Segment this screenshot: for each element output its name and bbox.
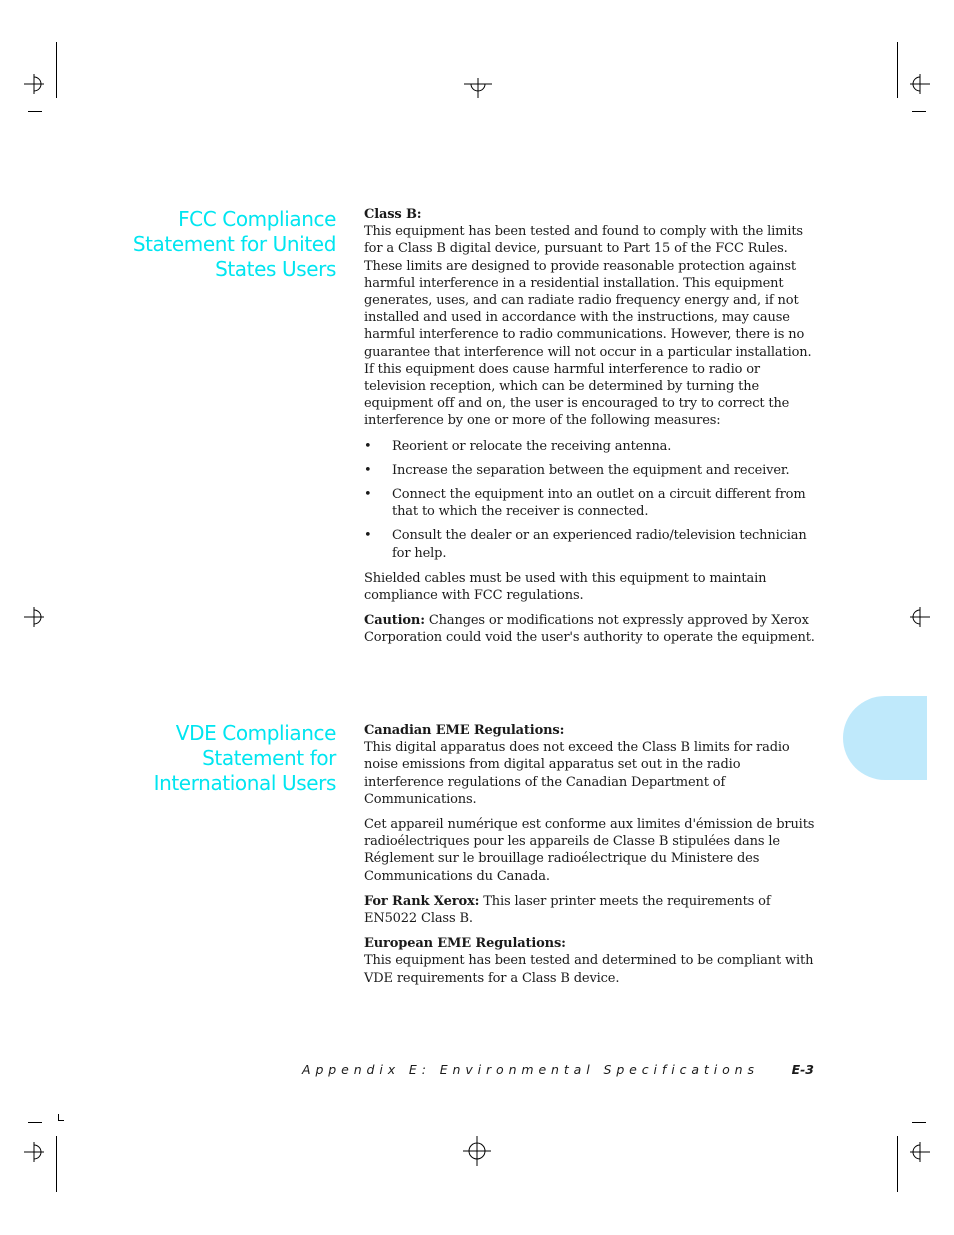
crop-mark [912, 1122, 926, 1123]
list-item: • Consult the dealer or an experienced radio/television technician for help. [364, 528, 807, 561]
canadian-text: This digital apparatus does not exceed the Class B limits for radio noise emissions from digital apparatus set out in the radio interference regulations of the Canadian Department of Communications. [364, 740, 790, 807]
page-number: E-3 [791, 1062, 814, 1077]
bullet-icon: • [364, 462, 372, 478]
class-label: Class B: [364, 207, 422, 222]
corner-mark [58, 1120, 64, 1121]
registration-mark-icon [910, 607, 930, 627]
bullet-icon: • [364, 438, 372, 454]
caution-label: Caution: [364, 613, 425, 629]
rank-label: For Rank Xerox: [364, 893, 480, 909]
measures-list [364, 438, 816, 562]
bullet-icon: • [364, 487, 372, 503]
fcc-heading: FCC Compliance Statement for United States Users [132, 207, 336, 281]
list-item: • Connect the equipment into an outlet on a circuit different from that to which the receiver is connected. [364, 487, 806, 520]
registration-mark-icon [910, 1142, 930, 1162]
crop-mark [28, 111, 42, 112]
french-text: Cet appareil numérique est conforme aux limites d'émission de bruits radioélectriques pour les appareils de Classe B stipulées dans le Réglement sur le brouillage radioélectrique du Ministere des Communications du Canada. [364, 817, 815, 884]
european-text: This equipment has been tested and determined to be compliant with VDE requirements for a Class B device. [364, 953, 814, 986]
registration-mark-icon [24, 607, 44, 627]
registration-mark-icon [24, 74, 44, 94]
fcc-body [364, 206, 816, 655]
canadian-label: Canadian EME Regulations: [364, 723, 565, 738]
rank-xerox-note: For Rank Xerox: This laser printer meets the requirements of EN5022 Class B. [364, 893, 771, 927]
vde-body [364, 722, 816, 995]
crop-mark [56, 1136, 57, 1192]
european-label: European EME Regulations: [364, 936, 566, 952]
shielded-cables-note: Shielded cables must be used with this equipment to maintain compliance with FCC regulations. [364, 570, 767, 604]
footer-title: Appendix E: Environmental Specifications [302, 1062, 759, 1077]
crop-mark [897, 1136, 898, 1192]
registration-mark-icon [463, 1136, 491, 1166]
fcc-intro: This equipment has been tested and found to comply with the limits for a Class B digital device, pursuant to Part 15 of the FCC Rules. These limits are designed to provide reasonable protection against harmful interference in a residential installation. This equipment generates, uses, and can radiate radio frequency energy and, if not installed and used in accordance with the instructions, may cause harmful interference to radio communications. However, there is no guarantee that interference will not occur in a particular installation. If this equipment does cause harmful interference to radio or television reception, which can be determined by turning the equipment off and on, the user is encouraged to try to correct the interference by one or more of the following measures: [364, 224, 812, 429]
registration-mark-icon [464, 78, 492, 98]
crop-mark [912, 111, 926, 112]
list-item: • Reorient or relocate the receiving antenna. [364, 438, 672, 454]
vde-heading: VDE Compliance Statement for International Users [153, 721, 336, 795]
list-item: • Increase the separation between the equipment and receiver. [364, 462, 790, 478]
registration-mark-icon [24, 1142, 44, 1162]
crop-mark [28, 1122, 42, 1123]
crop-mark [897, 42, 898, 98]
chapter-tab [843, 696, 927, 780]
page-footer [300, 1062, 814, 1080]
crop-mark [56, 42, 57, 98]
bullet-icon: • [364, 528, 372, 544]
registration-mark-icon [910, 74, 930, 94]
caution-note: Caution: Changes or modifications not expressly approved by Xerox Corporation could void the user's authority to operate the equipment. [364, 613, 815, 646]
